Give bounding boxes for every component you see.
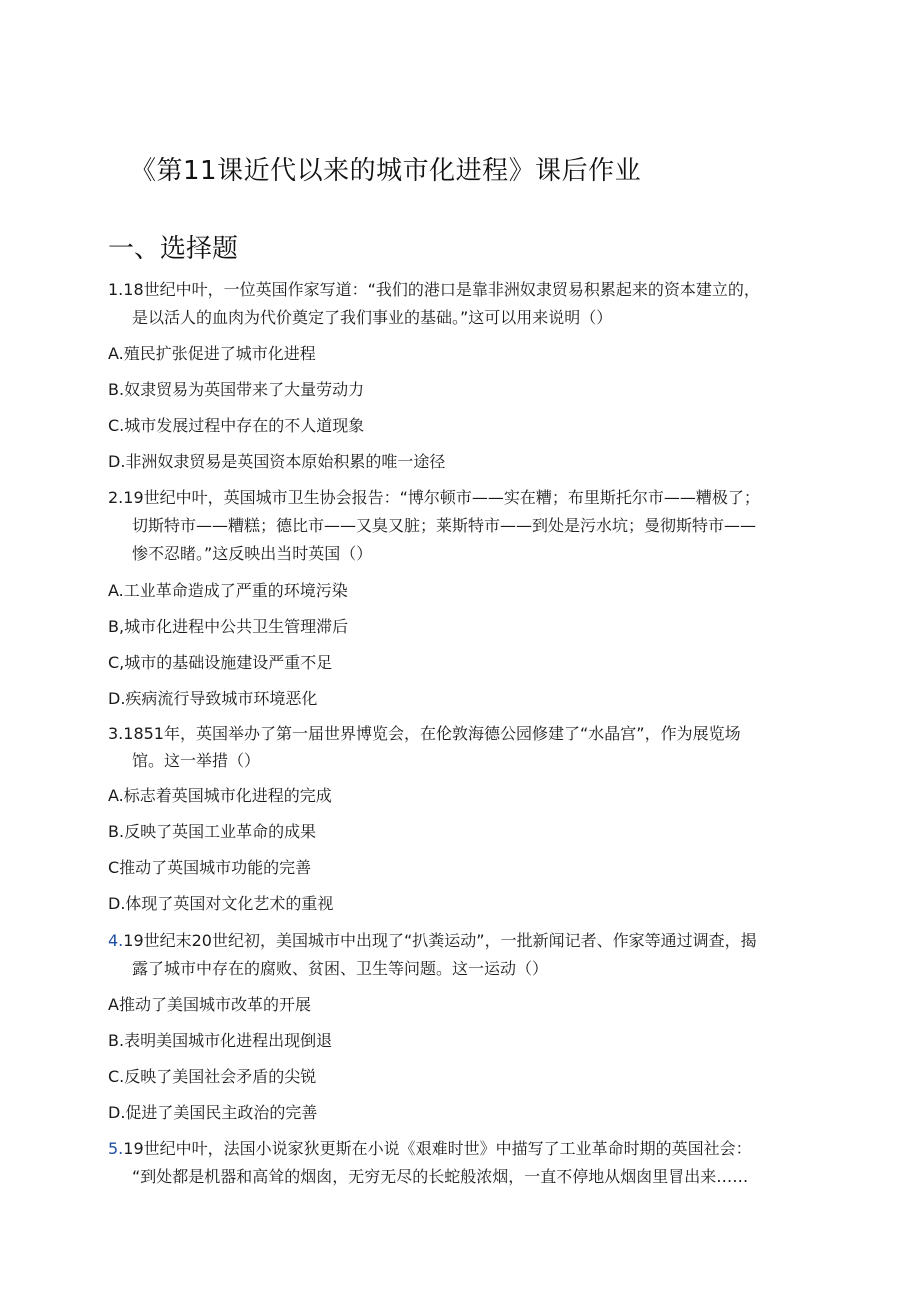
question-1-line-2: 是以活人的血肉为代价奠定了我们事业的基础。”这可以用来说明（） — [132, 308, 613, 327]
question-1-option-d: D.非洲奴隶贸易是英国资本原始积累的唯一途径 — [108, 452, 446, 471]
question-1-option-b: B.奴隶贸易为英国带来了大量劳动力 — [108, 380, 365, 399]
question-1-option-c: C.城市发展过程中存在的不人道现象 — [108, 416, 365, 435]
question-5-line-1: 5.19世纪中叶，法国小说家狄更斯在小说《艰难时世》中描写了工业革命时期的英国社会： — [108, 1139, 752, 1158]
question-5-number: 5. — [108, 1139, 124, 1158]
question-2-line-3: 惨不忍睹。”这反映出当时英国（） — [132, 544, 373, 563]
question-5-line-2: “到处都是机器和高耸的烟囱，无穷无尽的长蛇般浓烟，一直不停地从烟囱里冒出来…… — [132, 1167, 749, 1186]
question-4-option-c: C.反映了美国社会矛盾的尖锐 — [108, 1067, 317, 1086]
question-2-option-c: C,城市的基础设施建设严重不足 — [108, 653, 333, 672]
question-4-line-1: 4.19世纪末20世纪初，美国城市中出现了“扒粪运动”，一批新闻记者、作家等通过调查，揭 — [108, 931, 757, 950]
question-3-option-a: A.标志着英国城市化进程的完成 — [108, 786, 332, 805]
document-title: 《第11课近代以来的城市化进程》课后作业 — [130, 156, 642, 186]
question-3-line-1: 3.1851年，英国举办了第一届世界博览会，在伦敦海德公园修建了“水晶宫”，作为展览场 — [108, 724, 741, 743]
question-1-option-a: A.殖民扩张促进了城市化进程 — [108, 344, 316, 363]
section-title: 一、选择题 — [108, 234, 239, 264]
question-2-number: 2. — [108, 488, 124, 507]
question-4-option-b: B.表明美国城市化进程出现倒退 — [108, 1031, 333, 1050]
question-3-option-d: D.体现了英国对文化艺术的重视 — [108, 894, 334, 913]
question-1-number: 1. — [108, 280, 124, 299]
question-4-option-d: D.促进了美国民主政治的完善 — [108, 1103, 318, 1122]
question-4-option-a: A推动了美国城市改革的开展 — [108, 995, 311, 1014]
question-3-option-c: C推动了英国城市功能的完善 — [108, 858, 312, 877]
question-3-line-2: 馆。这一举措（） — [132, 751, 261, 770]
question-2-option-b: B,城市化进程中公共卫生管理滞后 — [108, 617, 349, 636]
question-2-line-1: 2.19世纪中叶，英国城市卫生协会报告：“博尔顿市——实在糟；布里斯托尔市——糟极了； — [108, 488, 760, 507]
question-2-line-2: 切斯特市——糟糕；德比市——又臭又脏；莱斯特市——到处是污水坑；曼彻斯特市—— — [132, 516, 757, 535]
question-4-line-2: 露了城市中存在的腐败、贫困、卫生等问题。这一运动（） — [132, 959, 549, 978]
question-4-number: 4. — [108, 931, 124, 950]
question-2-option-a: A.工业革命造成了严重的环境污染 — [108, 581, 348, 600]
question-3-option-b: B.反映了英国工业革命的成果 — [108, 822, 317, 841]
question-1-line-1: 1.18世纪中叶，一位英国作家写道：“我们的港口是靠非洲奴隶贸易积累起来的资本建立的， — [108, 280, 760, 299]
question-3-number: 3. — [108, 724, 124, 743]
question-2-option-d: D.疾病流行导致城市环境恶化 — [108, 689, 318, 708]
